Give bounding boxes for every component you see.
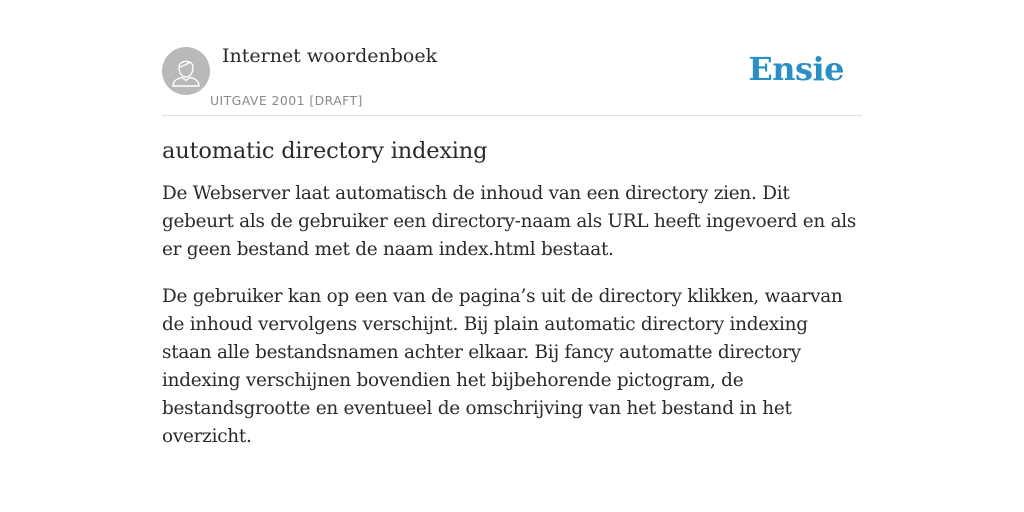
book-title[interactable]: Internet woordenboek: [222, 45, 438, 67]
user-icon: [162, 47, 210, 95]
brand-logo[interactable]: Ensie: [748, 50, 844, 88]
entry-content: [162, 138, 862, 470]
header: [162, 40, 862, 116]
entry-paragraph: De Webserver laat automatisch de inhoud van een directory zien. Dit gebeurt als de gebruiker een directory-naam als URL heeft ingevoerd en als er geen bestand met de naam index.html bestaat.: [162, 183, 857, 260]
avatar[interactable]: [162, 47, 210, 95]
edition-label: UITGAVE 2001 [DRAFT]: [210, 93, 363, 108]
entry-term: automatic directory indexing: [162, 138, 488, 164]
entry-paragraph: De gebruiker kan op een van de pagina’s uit de directory klikken, waarvan de inhoud vervolgens verschijnt. Bij plain automatic directory indexing staan alle bestandsnamen achter elkaar. Bij fancy automatte directory indexing verschijnen bovendien het bijbehorende pictogram, de bestandsgrootte en eventueel de omschrijving van het bestand in het overzicht.: [162, 286, 843, 447]
